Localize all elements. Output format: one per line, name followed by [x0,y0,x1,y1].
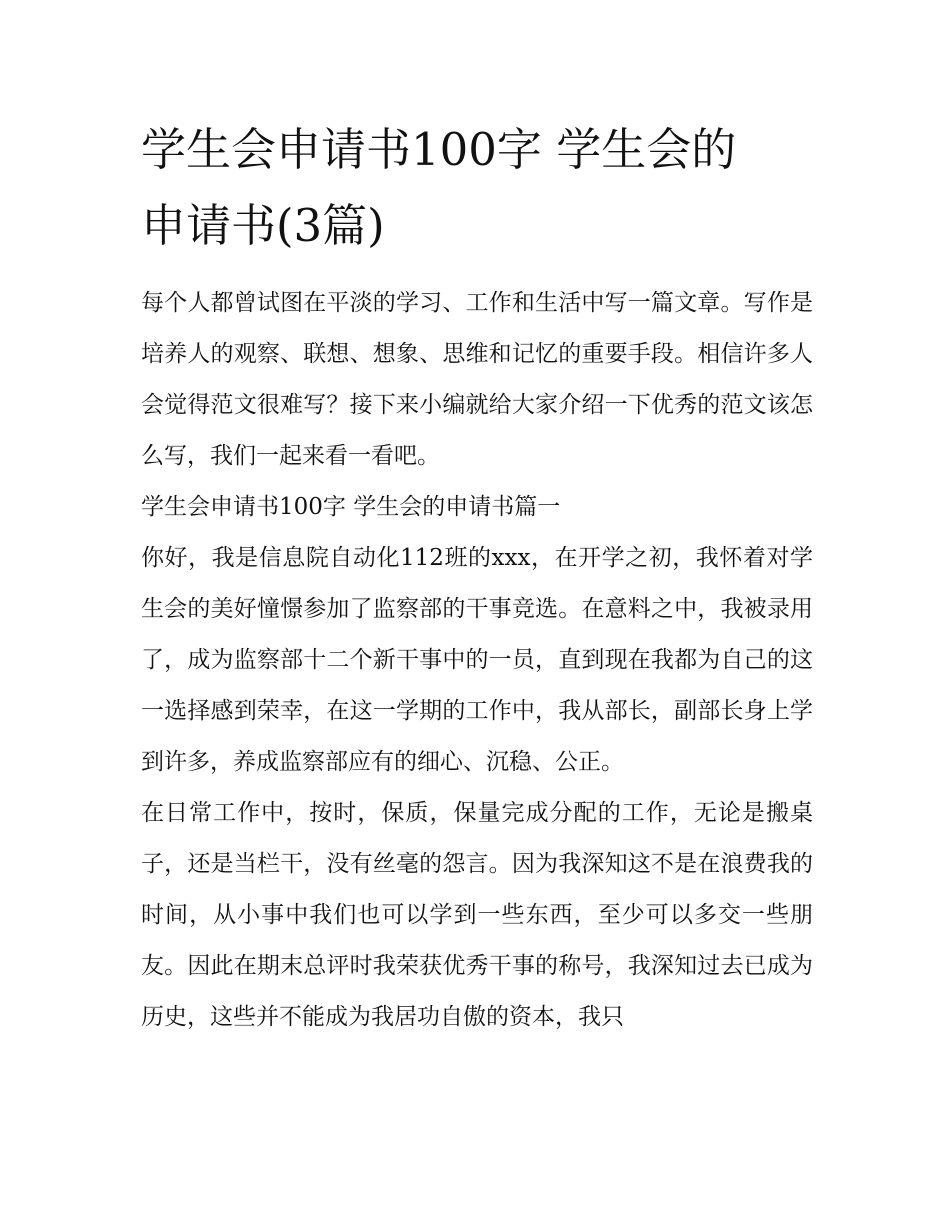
document-body [141,278,813,1043]
intro-paragraph: 每个人都曾试图在平淡的学习、工作和生活中写一篇文章。写作是培养人的观察、联想、想象、思维和记忆的重要手段。相信许多人会觉得范文很难写？接下来小编就给大家介绍一下优秀的范文该怎么写，我们一起来看一看吧。 [141,290,813,469]
document-title [141,112,813,264]
title-line-2: 申请书(3篇) [141,199,385,252]
body-paragraph: 在日常工作中，按时，保质，保量完成分配的工作，无论是搬桌子，还是当栏干，没有丝毫的怨言。因为我深知这不是在浪费我的时间，从小事中我们也可以学到一些东西，至少可以多交一些朋友。因此在期末总评时我荣获优秀干事的称号，我深知过去已成为历史，这些并不能成为我居功自傲的资本，我只 [141,800,813,1030]
title-line-1: 学生会申请书100字 学生会的 [141,123,737,176]
document-content [141,112,813,1043]
body-paragraph: 你好，我是信息院自动化112班的xxx，在开学之初，我怀着对学生会的美好憧憬参加了监察部的干事竞选。在意料之中，我被录用了，成为监察部十二个新干事中的一员，直到现在我都为自己的这一选择感到荣幸，在这一学期的工作中，我从部长，副部长身上学到许多，养成监察部应有的细心、沉稳、公正。 [141,545,813,775]
section-heading: 学生会申请书100字 学生会的申请书篇一 [141,494,561,520]
